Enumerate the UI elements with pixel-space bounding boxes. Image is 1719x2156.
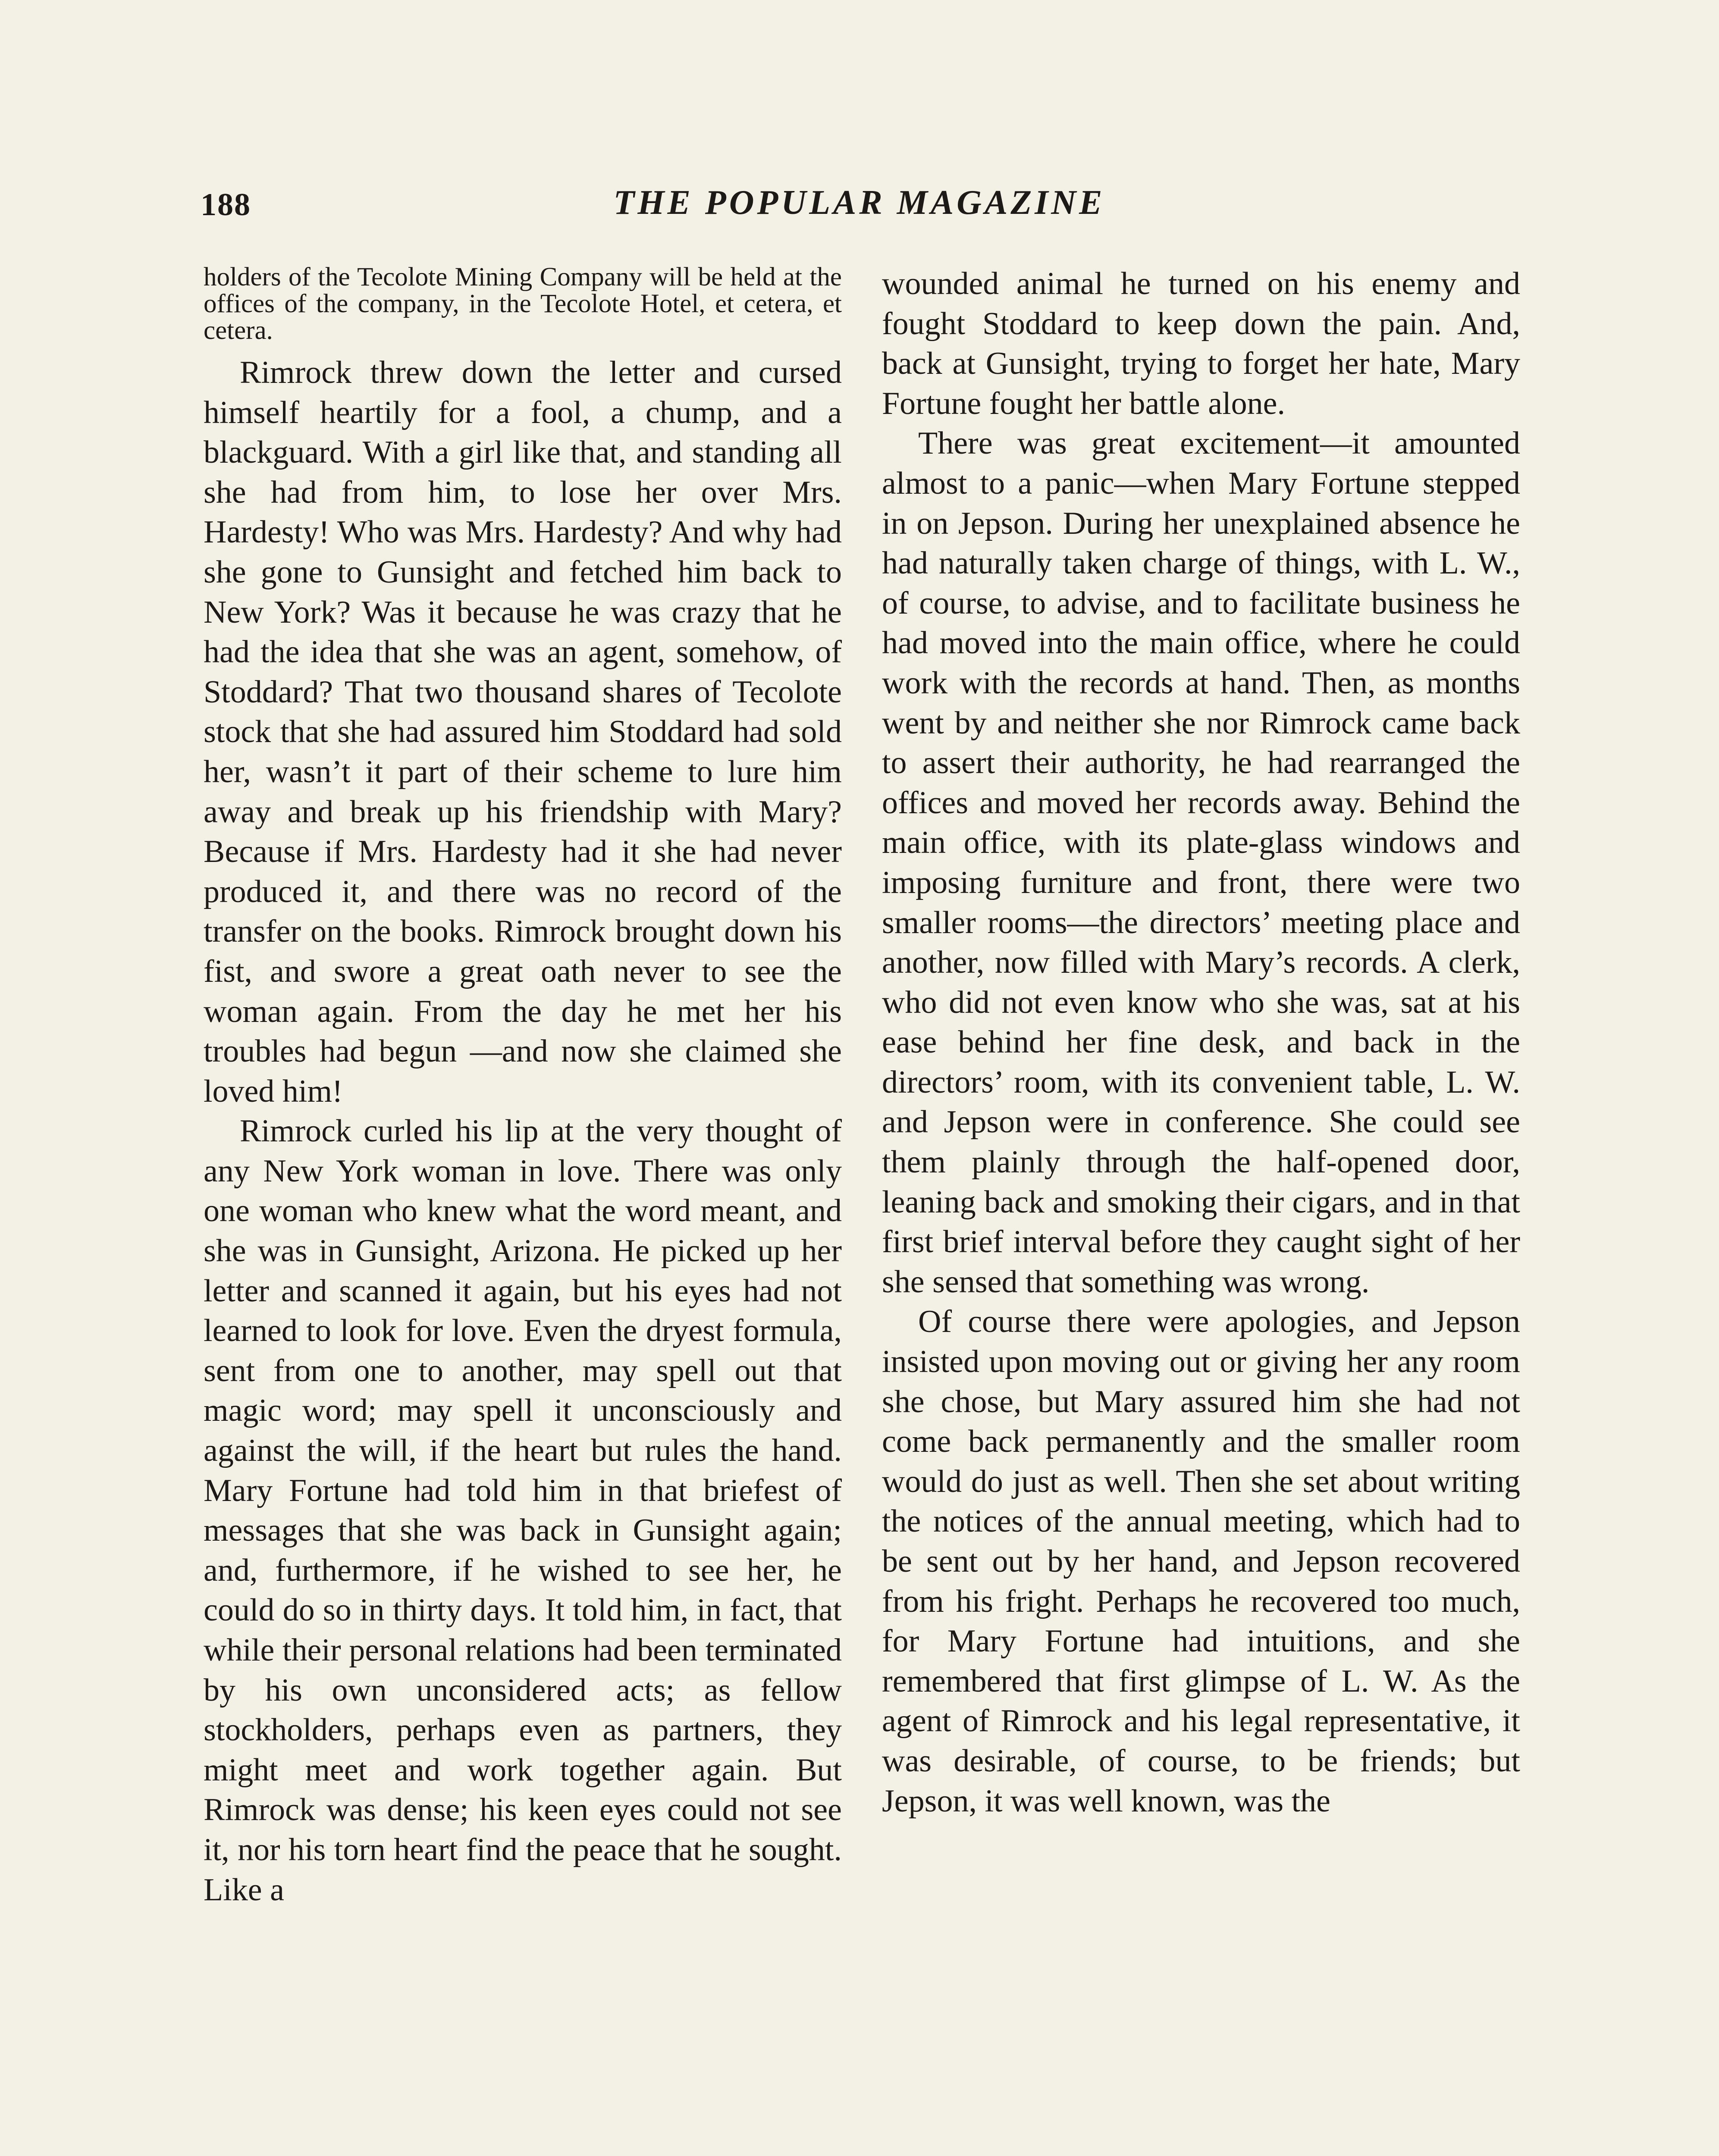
- page-number: 188: [201, 187, 251, 222]
- body-paragraph: There was great excitement—it amounted almost to a panic—when Mary Fortune stepped in on Jepson. During her unexplained absence he had naturally taken charge of things, with L. W., of course, to advise, and to facilitate business he had moved into the main office, where he could work with the records at hand. Then, as months went by and neither she nor Rimrock came back to assert their authority, he had rearranged the offices and moved her records away. Behind the main office, with its plate-glass windows and imposing furniture and front, there were two smaller rooms—the directors’ meeting place and another, now filled with Mary’s records. A clerk, who did not even know who she was, sat at his ease behind her fine desk, and back in the directors’ room, with its convenient table, L. W. and Jepson were in conference. She could see them plainly through the half-opened door, leaning back and smoking their cigars, and in that first brief interval before they caught sight of her she sensed that something was wrong.: [882, 426, 1520, 1300]
- body-paragraph: Rimrock curled his lip at the very thought of any New York woman in love. There was only one woman who knew what the word meant, and she was in Gunsight, Arizona. He picked up her letter and scanned it again, but his eyes had not learned to look for love. Even the dryest formula, sent from one to another, may spell out that magic word; may spell it unconsciously and against the will, if the heart but rules the hand. Mary Fortune had told him in that briefest of messages that she was back in Gunsight again; and, furthermore, if he wished to see her, he could do so in thirty days. It told him, in fact, that while their personal relations had been terminated by his own unconsidered acts; as fellow stockholders, perhaps even as partners, they might meet and work together again. But Rimrock was dense; his keen eyes could not see it, nor his torn heart find the peace that he sought. Like a: [204, 1113, 842, 1908]
- magazine-title: THE POPULAR MAGAZINE: [613, 184, 1105, 222]
- left-column: [204, 264, 842, 1910]
- body-paragraph: Of course there were apologies, and Jepson insisted upon moving out or giving her any room she chose, but Mary assured him she had not come back permanently and the smaller room would do just as well. Then she set about writing the notices of the annual meeting, which had to be sent out by her hand, and Jepson recovered from his fright. Perhaps he recovered too much, for Mary Fortune had intuitions, and she remembered that first glimpse of L. W. As the agent of Rimrock and his legal representative, it was desirable, of course, to be friends; but Jepson, it was well known, was the: [882, 1304, 1520, 1819]
- notice-paragraph: holders of the Tecolote Mining Company will be held at the offices of the company, in the Tecolote Hotel, et cetera, et cetera.: [204, 263, 842, 345]
- continued-paragraph: wounded animal he turned on his enemy and fought Stoddard to keep down the pain. And, back at Gunsight, trying to forget her hate, Mary Fortune fought her battle alone.: [882, 266, 1520, 421]
- right-column: [882, 264, 1520, 1821]
- body-paragraph: Rimrock threw down the letter and cursed himself heartily for a fool, a chump, and a blackguard. With a girl like that, and standing all she had from him, to lose her over Mrs. Hardesty! Who was Mrs. Hardesty? And why had she gone to Gunsight and fetched him back to New York? Was it because he was crazy that he had the idea that she was an agent, somehow, of Stoddard? That two thousand shares of Tecolote stock that she had assured him Stoddard had sold her, wasn’t it part of their scheme to lure him away and break up his friendship with Mary? Because if Mrs. Hardesty had it she had never produced it, and there was no record of the transfer on the books. Rimrock brought down his fist, and swore a great oath never to see the woman again. From the day he met her his troubles had begun —and now she claimed she loved him!: [204, 355, 842, 1109]
- page-header: [201, 183, 1518, 231]
